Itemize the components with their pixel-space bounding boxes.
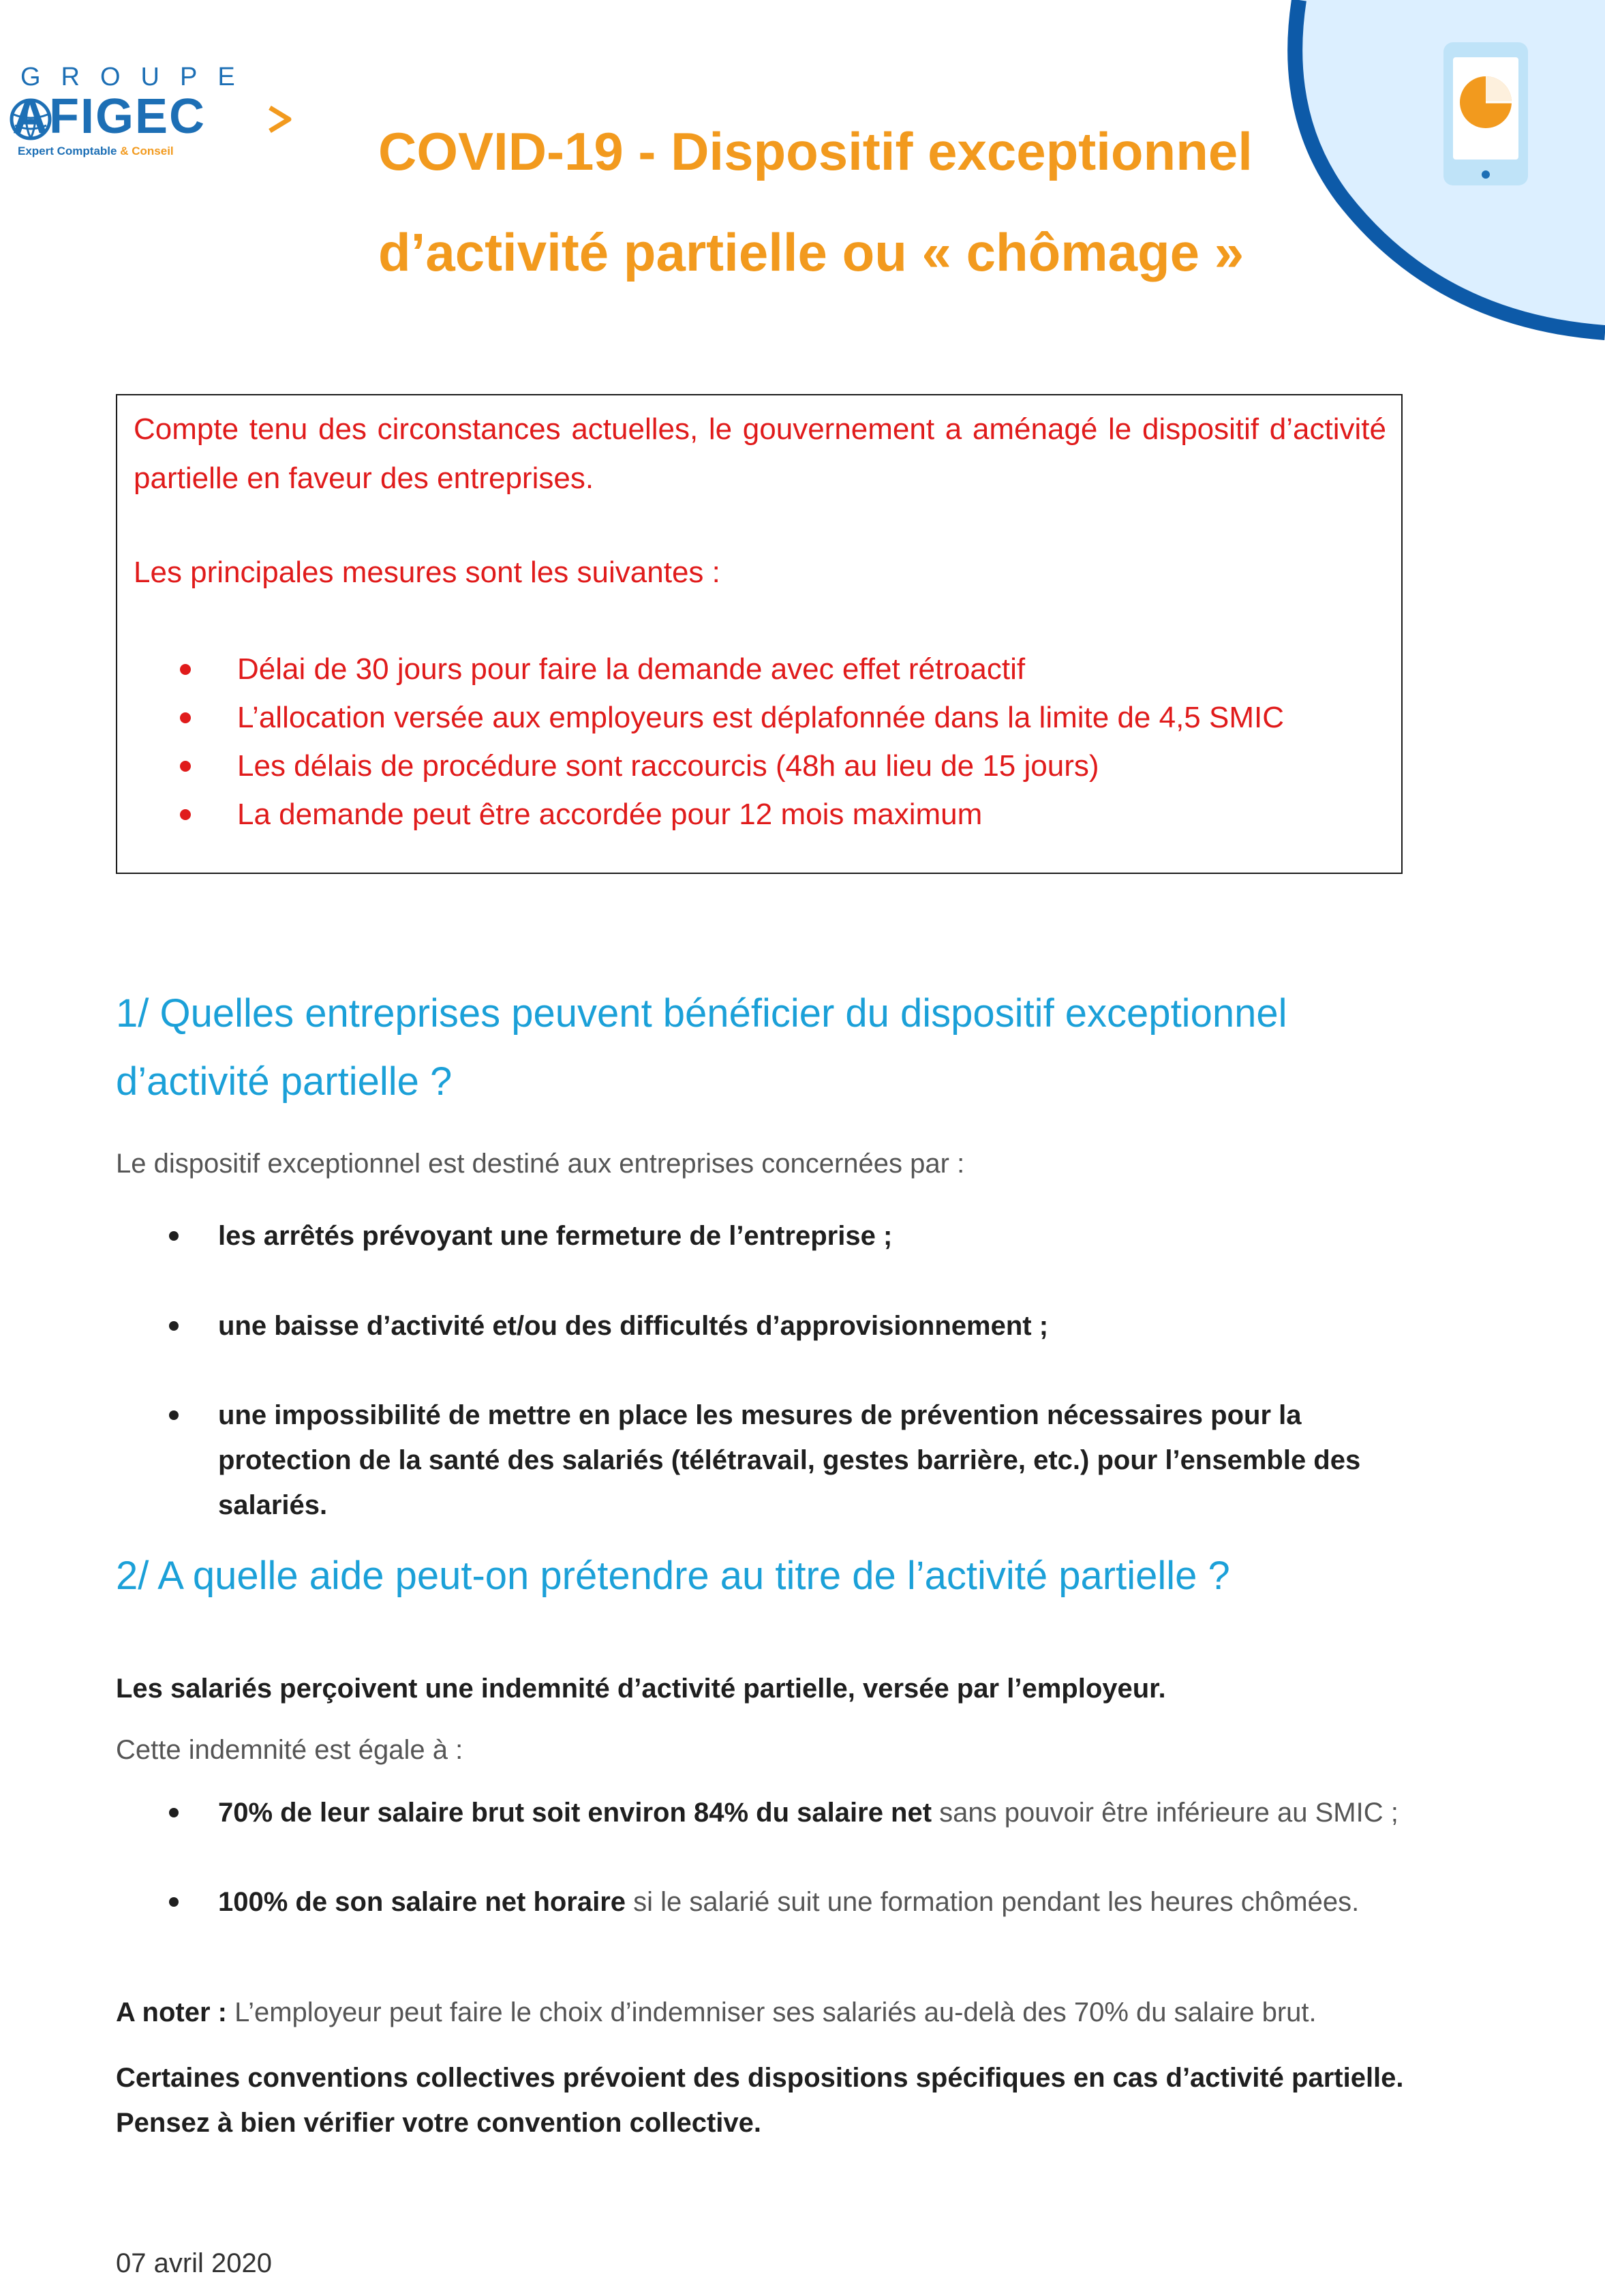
section2-item xyxy=(116,1790,1411,1835)
section1-item xyxy=(116,1393,1411,1528)
summary-lead: Les principales mesures sont les suivantes : xyxy=(134,556,720,589)
note-text: L’employeur peut faire le choix d’indemniser ses salariés au-delà des 70% du salaire brut. xyxy=(226,1997,1317,2027)
section1-intro: Le dispositif exceptionnel est destiné aux entreprises concernées par : xyxy=(116,1149,965,1179)
page-title xyxy=(378,101,1373,303)
page-title-line1: COVID-19 - Dispositif exceptionnel xyxy=(378,121,1253,181)
conventions-paragraph: Certaines conventions collectives prévoient des dispositions spécifiques en cas d’activité partielle. Pensez à bien vérifier votre convention collective. xyxy=(116,2063,1404,2138)
summary-item: L’allocation versée aux employeurs est déplafonnée dans la limite de 4,5 SMIC xyxy=(134,693,1386,742)
page-title-line2: d’activité partielle ou « chômage » xyxy=(378,222,1244,282)
smartphone-chart-icon xyxy=(1443,42,1528,185)
section2-item-bold: 100% de son salaire net horaire xyxy=(218,1887,626,1917)
corner-decoration xyxy=(1281,0,1605,341)
logo-tagline xyxy=(18,145,174,158)
section1-heading-line1: 1/ Quelles entreprises peuvent bénéficier du dispositif exceptionnel xyxy=(116,991,1287,1036)
logo-tagline-part2: Conseil xyxy=(132,145,174,157)
section2-item-rest: si le salarié suit une formation pendant les heures chômées. xyxy=(626,1887,1360,1917)
section1-item xyxy=(116,1303,1411,1348)
section2-item-rest: sans pouvoir être inférieure au SMIC ; xyxy=(932,1798,1398,1828)
section1-heading xyxy=(116,980,1411,1116)
section1-item-text: une baisse d’activité et/ou des difficultés d’approvisionnement ; xyxy=(116,1303,1411,1348)
footer-date: 07 avril 2020 xyxy=(116,2248,273,2278)
summary-intro: Compte tenu des circonstances actuelles, le gouvernement a aménagé le dispositif d’activité partielle en faveur des entreprises. xyxy=(134,412,1386,495)
summary-item: La demande peut être accordée pour 12 mois maximum xyxy=(134,790,1386,839)
summary-list xyxy=(134,645,1386,839)
logo-tagline-part1: Expert Comptable xyxy=(18,145,117,157)
summary-item: Délai de 30 jours pour faire la demande avec effet rétroactif xyxy=(134,645,1386,693)
section2-item xyxy=(116,1879,1411,1924)
note-label: A noter : xyxy=(116,1997,227,2027)
logo-name: AFIGEC xyxy=(12,89,207,144)
logo-groupe-text: GROUPE xyxy=(20,63,256,91)
section1-item xyxy=(116,1213,1411,1258)
logo-tagline-amp: & xyxy=(120,145,129,157)
section2-lead: Les salariés perçoivent une indemnité d’activité partielle, versée par l’employeur. xyxy=(116,1674,1166,1704)
section1-item-text: les arrêtés prévoyant une fermeture de l’entreprise ; xyxy=(116,1213,1411,1258)
section1-heading-line2: d’activité partielle ? xyxy=(116,1059,453,1104)
company-logo xyxy=(12,63,299,165)
logo-arrow-icon xyxy=(264,102,299,136)
section2-item-bold: 70% de leur salaire brut soit environ 84% du salaire net xyxy=(218,1798,932,1828)
section2-heading: 2/ A quelle aide peut-on prétendre au titre de l’activité partielle ? xyxy=(116,1554,1230,1598)
note-paragraph xyxy=(116,1997,1317,2028)
section2-sublead: Cette indemnité est égale à : xyxy=(116,1735,463,1765)
summary-box xyxy=(116,394,1403,874)
logo-globe-icon xyxy=(10,98,52,140)
summary-item: Les délais de procédure sont raccourcis (48h au lieu de 15 jours) xyxy=(134,742,1386,790)
section1-item-text: une impossibilité de mettre en place les mesures de prévention nécessaires pour la protection de la santé des salariés (télétravail, gestes barrière, etc.) pour l’ensemble des salariés. xyxy=(116,1393,1411,1528)
